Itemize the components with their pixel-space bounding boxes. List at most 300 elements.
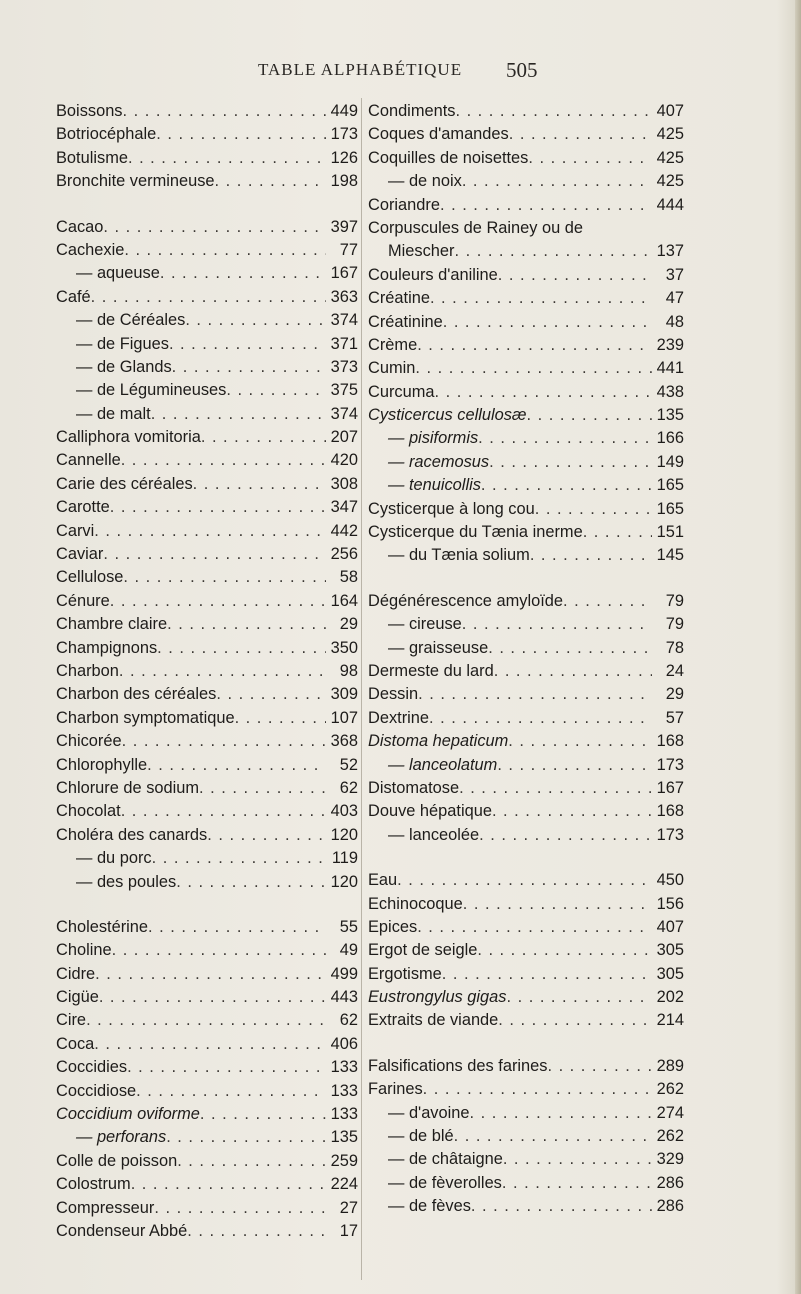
entry-page-number: 443 [330,988,358,1007]
leader-dots [131,1173,326,1196]
index-entry [56,986,358,1009]
leader-dots [157,637,326,660]
leader-dots [187,1220,326,1243]
index-entry [56,520,358,543]
index-entry [368,451,684,474]
index-entry [56,1126,358,1149]
entry-page-number: 47 [665,289,684,308]
leader-dots [136,1080,326,1103]
entry-term: — lanceolée [388,825,480,844]
entry-term: — lanceolatum [388,755,498,774]
index-entry [56,637,358,660]
index-entry [368,800,684,823]
index-entry [56,590,358,613]
index-entry [56,403,358,426]
entry-page-number: 77 [339,240,358,259]
index-entry [368,1078,684,1101]
entry-term: Créatine [368,289,430,308]
index-group [56,916,358,1243]
leader-dots [207,824,326,847]
index-entry [56,309,358,332]
leader-dots [121,800,326,823]
entry-term: Calliphora vomitoria [56,428,201,447]
entry-page-number: 420 [330,451,358,470]
entry-term: — de fèves [388,1197,471,1216]
entry-term: Couleurs d'aniline [368,265,498,284]
entry-page-number: 173 [330,125,358,144]
leader-dots [508,730,652,753]
entry-term: Choline [56,941,112,960]
entry-page-number: 120 [330,872,358,891]
leader-dots [119,660,326,683]
entry-term: Compresseur [56,1198,155,1217]
entry-term: — de Légumineuses [76,381,227,400]
entry-page-number: 499 [330,964,358,983]
entry-term: Cysticerque à long cou [368,499,535,518]
leader-dots [429,707,652,730]
index-entry [368,916,684,939]
index-column-left [56,100,358,1265]
leader-dots [430,287,652,310]
entry-page-number: 133 [330,1081,358,1100]
entry-page-number: 58 [339,568,358,587]
entry-page-number: 305 [656,941,684,960]
index-entry [56,566,358,589]
leader-dots [498,1009,652,1032]
index-entry [56,100,358,123]
entry-page-number: 441 [656,359,684,378]
entry-page-number: 207 [330,428,358,447]
leader-dots [509,123,652,146]
leader-dots [481,474,652,497]
leader-dots [110,590,326,613]
entry-term: — de Figues [76,334,169,353]
entry-page-number: 29 [339,615,358,634]
leader-dots [147,754,326,777]
entry-page-number: 151 [656,523,684,542]
entry-page-number: 397 [330,217,358,236]
entry-term: Condenseur Abbé [56,1221,188,1240]
entry-page-number: 403 [330,802,358,821]
page-number: 505 [506,58,538,82]
entry-page-number: 119 [331,849,358,868]
index-entry [56,1033,358,1056]
entry-term: Chicorée [56,732,122,751]
page-header [0,52,801,86]
entry-page-number: 133 [330,1058,358,1077]
entry-page-number: 57 [665,708,684,727]
entry-page-number: 375 [330,381,358,400]
entry-term: Champignons [56,638,158,657]
leader-dots [110,496,326,519]
leader-dots [489,451,652,474]
index-group [56,100,358,194]
leader-dots [95,963,326,986]
entry-page-number: 425 [656,172,684,191]
entry-page-number: 406 [330,1034,358,1053]
entry-term: Cénure [56,591,110,610]
entry-term: Boissons [56,102,123,120]
entry-page-number: 286 [656,1197,684,1216]
index-entry [368,754,684,777]
leader-dots [160,262,326,285]
entry-page-number: 165 [656,499,684,518]
leader-dots [124,239,326,262]
index-entry [368,1102,684,1125]
entry-term: Chocolat [56,802,121,821]
entry-page-number: 374 [330,311,358,330]
leader-dots [471,1195,652,1218]
index-entry [56,1173,358,1196]
leader-dots [418,683,652,706]
leader-dots [123,566,326,589]
index-entry [368,613,684,636]
leader-dots [226,379,326,402]
entry-term: Cumin [368,359,416,378]
leader-dots [459,777,652,800]
leader-dots [492,800,652,823]
entry-term: Coccidiose [56,1081,137,1100]
entry-page-number: 168 [656,732,684,751]
leader-dots [166,1126,326,1149]
entry-term: Extraits de viande [368,1011,499,1030]
entry-term: Dessin [368,685,419,704]
leader-dots [527,404,653,427]
index-entry [368,170,684,193]
entry-page-number: 425 [656,125,684,144]
entry-page-number: 126 [330,148,358,167]
entry-page-number: 78 [665,638,684,657]
entry-page-number: 52 [339,755,358,774]
entry-page-number: 79 [665,615,684,634]
index-entry [368,240,684,263]
leader-dots [167,613,326,636]
leader-dots [583,521,652,544]
index-entry [368,939,684,962]
entry-term: Charbon des céréales [56,685,217,704]
entry-page-number: 164 [330,591,358,610]
index-entry [56,170,358,193]
entry-term: Bronchite vermineuse [56,172,215,191]
entry-term: Eau [368,871,398,890]
index-entry [368,544,684,567]
entry-term: Charbon symptomatique [56,708,235,727]
entry-term: Curcuma [368,382,435,401]
entry-page-number: 167 [330,264,358,283]
entry-page-number: 24 [665,661,684,680]
index-entry [56,286,358,309]
entry-term: Falsifications des farines [368,1056,548,1075]
entry-page-number: 308 [330,474,358,493]
index-entry [368,147,684,170]
leader-dots [148,916,326,939]
index-entry [56,543,358,566]
index-entry [56,754,358,777]
entry-page-number: 305 [656,964,684,983]
index-entry [56,800,358,823]
entry-term: Epices [368,917,418,936]
entry-page-number: 49 [339,941,358,960]
entry-page-number: 55 [339,917,358,936]
index-entry [368,334,684,357]
entry-term: Douve hépatique [368,802,492,821]
entry-term: Cannelle [56,451,121,470]
page-edge [795,0,801,1294]
index-entry [368,498,684,521]
leader-dots [502,1172,652,1195]
leader-dots [530,544,652,567]
leader-dots [94,520,326,543]
leader-dots [112,939,326,962]
leader-dots [151,403,326,426]
index-entry [56,916,358,939]
index-entry [368,474,684,497]
index-entry [368,986,684,1009]
index-entry [56,1009,358,1032]
entry-term: Carie des céréales [56,474,193,493]
entry-page-number: 347 [330,498,358,517]
leader-dots [156,123,326,146]
entry-term: Carotte [56,498,110,517]
leader-dots [462,170,652,193]
index-entry [56,216,358,239]
entry-page-number: 224 [330,1175,358,1194]
entry-term: — de châtaigne [388,1150,503,1169]
entry-term: Cidre [56,964,96,983]
index-entry [56,239,358,262]
leader-dots [103,543,326,566]
index-entry [56,1220,358,1243]
index-entry [368,730,684,753]
index-entry [56,824,358,847]
entry-page-number: 262 [656,1080,684,1099]
entry-page-number: 438 [656,382,684,401]
entry-page-number: 48 [665,312,684,331]
entry-term: Botriocéphale [56,125,157,144]
entry-page-number: 374 [330,404,358,423]
leader-dots [443,311,652,334]
entry-page-number: 173 [656,825,684,844]
leader-dots [455,240,653,263]
entry-term: Chambre claire [56,615,168,634]
index-group [368,869,684,1033]
leader-dots [463,893,652,916]
entry-term: — racemosus [388,452,490,471]
entry-term: — des poules [76,872,177,891]
index-entry [368,123,684,146]
leader-dots [455,100,652,123]
entry-page-number: 27 [339,1198,358,1217]
entry-term: Eustrongylus gigas [368,988,507,1007]
index-entry [368,100,684,123]
index-group [368,1055,684,1219]
leader-dots [417,916,652,939]
index-entry [56,147,358,170]
index-entry [368,1172,684,1195]
index-entry [56,1197,358,1220]
index-entry [56,683,358,706]
leader-dots [507,986,653,1009]
entry-term: — de blé [388,1127,454,1146]
leader-dots [442,963,652,986]
entry-term: Cholestérine [56,917,149,936]
entry-term: Coriandre [368,195,440,214]
leader-dots [123,100,326,123]
leader-dots [94,1033,326,1056]
leader-dots [494,660,652,683]
index-group [368,590,684,847]
leader-dots [99,986,326,1009]
index-entry [368,217,684,240]
index-entry [56,356,358,379]
entry-term: — aqueuse [76,264,160,283]
leader-dots [185,309,326,332]
entry-term: Colostrum [56,1175,131,1194]
index-entry [368,311,684,334]
index-entry [56,707,358,730]
entry-term: — de noix [388,172,462,191]
index-entry [368,521,684,544]
leader-dots [122,730,326,753]
leader-dots [215,170,326,193]
entry-page-number: 274 [656,1103,684,1122]
leader-dots [423,1078,652,1101]
entry-term: Coques d'amandes [368,125,509,144]
entry-term: — du Tænia solium [388,546,530,565]
entry-term: — de Céréales [76,311,186,330]
index-entry [56,379,358,402]
entry-term: Crème [368,335,418,354]
entry-term: Caviar [56,545,104,564]
entry-term: — perforans [76,1128,167,1147]
entry-term: — de fèverolles [388,1173,502,1192]
entry-term: Créatinine [368,312,443,331]
entry-page-number: 62 [339,1011,358,1030]
entry-term: Café [56,287,91,306]
index-entry [368,1148,684,1171]
index-entry [368,660,684,683]
leader-dots [440,194,652,217]
leader-dots [91,286,326,309]
entry-term: Choléra des canards [56,825,208,844]
entry-term: Distoma hepaticum [368,732,509,751]
entry-term: Coccidies [56,1058,128,1077]
running-title: TABLE ALPHABÉTIQUE [258,60,463,79]
entry-page-number: 202 [656,988,684,1007]
leader-dots [478,427,652,450]
entry-term: Carvi [56,521,95,540]
entry-page-number: 373 [330,357,358,376]
index-column-right [368,100,684,1241]
index-entry [368,824,684,847]
leader-dots [535,498,652,521]
index-entry [56,333,358,356]
leader-dots [127,1056,326,1079]
leader-dots [528,147,652,170]
index-entry [56,473,358,496]
index-entry [56,123,358,146]
entry-page-number: 442 [330,521,358,540]
leader-dots [86,1009,326,1032]
leader-dots [397,869,652,892]
entry-term: Cellulose [56,568,124,587]
entry-term: Corpuscules de Rainey ou de [368,218,584,237]
index-entry [56,847,358,870]
index-entry [56,1056,358,1079]
leader-dots [477,939,652,962]
entry-page-number: 156 [656,894,684,913]
entry-term: — pisiformis [388,429,479,448]
leader-dots [172,356,326,379]
index-entry [56,1150,358,1173]
entry-term: Cysticercus cellulosæ [368,406,527,425]
leader-dots [169,333,326,356]
leader-dots [498,264,652,287]
leader-dots [479,824,652,847]
entry-page-number: 135 [656,406,684,425]
leader-dots [199,777,326,800]
entry-page-number: 167 [656,778,684,797]
leader-dots [503,1148,652,1171]
index-entry [56,730,358,753]
leader-dots [152,847,326,870]
leader-dots [435,381,653,404]
entry-page-number: 256 [330,545,358,564]
entry-term: — d'avoine [388,1103,470,1122]
entry-page-number: 62 [339,778,358,797]
entry-term: Dégénérescence amyloïde [368,591,563,610]
entry-term: — graisseuse [388,638,489,657]
leader-dots [417,334,652,357]
index-group [368,100,684,568]
entry-term: Coquilles de noisettes [368,148,529,167]
leader-dots [563,590,652,613]
index-entry [56,777,358,800]
leader-dots [235,707,326,730]
index-entry [56,1080,358,1103]
index-entry [368,404,684,427]
entry-page-number: 407 [656,102,684,120]
entry-page-number: 17 [339,1221,358,1240]
entry-term: Coccidium oviforme [56,1105,200,1124]
entry-term: Dextrine [368,708,430,727]
index-entry [56,449,358,472]
entry-term: Cachexie [56,240,125,259]
leader-dots [497,754,652,777]
leader-dots [216,683,326,706]
entry-page-number: 407 [656,917,684,936]
entry-term: Cysticerque du Tænia inerme [368,523,583,542]
entry-term: Echinocoque [368,894,463,913]
entry-page-number: 239 [656,335,684,354]
entry-term: Ergotisme [368,964,442,983]
entry-term: Chlorure de sodium [56,778,200,797]
entry-page-number: 444 [656,195,684,214]
index-entry [56,262,358,285]
index-entry [56,613,358,636]
entry-term: — du porc [76,849,152,868]
index-entry [56,871,358,894]
index-entry [56,1103,358,1126]
entry-page-number: 449 [330,102,358,120]
index-entry [368,1125,684,1148]
index-entry [368,264,684,287]
leader-dots [154,1197,326,1220]
index-entry [368,869,684,892]
index-entry [56,496,358,519]
entry-term: Colle de poisson [56,1151,178,1170]
entry-page-number: 145 [656,546,684,565]
